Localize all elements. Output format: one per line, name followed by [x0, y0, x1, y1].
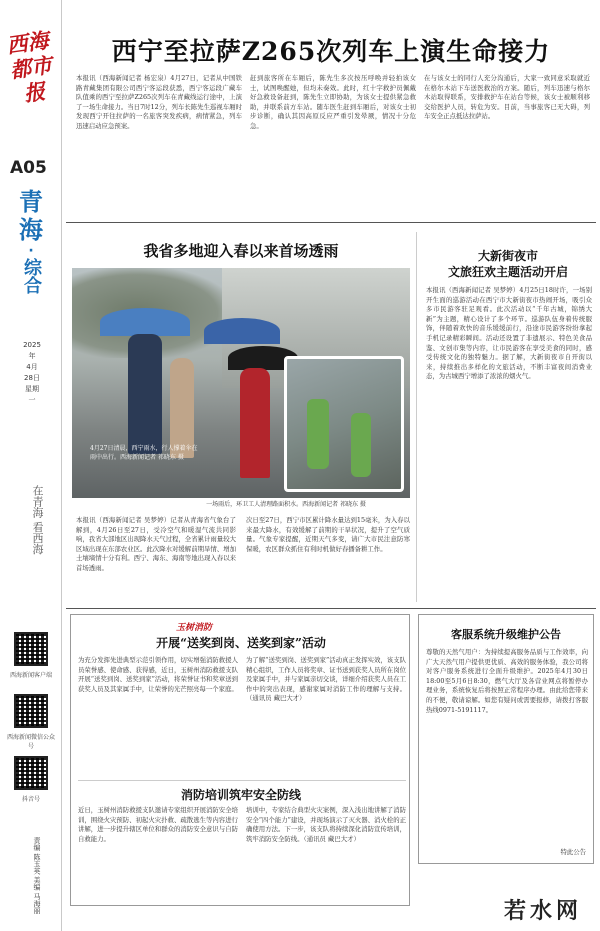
qr-code-wechat[interactable] [14, 694, 48, 728]
lead-col-3: 在与该女士的同行人充分沟通后，大家一致同意采取就近在格尔木站下车送医救治的方案。随后，列车迅速与格尔木站取得联系，安排救护车在站台等候，该女士被顺利移交给医护人员，转危为安。目前，当事旅客已无大碍，列车安全正点抵达拉萨站。 [424, 74, 590, 121]
fire-article-2-col-2: 培训中，专家结合典型火灾案例，深入浅出地讲解了消防安全“四个能力”建设，并现场演示了灭火器、消火栓的正确使用方法。下一步，该支队将持续深化消防宣传培训，筑牢消防安全防线。（通讯员 藏巴大才） [246, 806, 406, 843]
qr-label-wechat: 西海新闻微信公众号 [6, 734, 55, 750]
qr-label-app: 西海新闻客户端 [9, 672, 52, 679]
feature-headline: 我省多地迎入春以来首场透雨 [143, 242, 339, 260]
slogan: 在青海 看西海 [31, 485, 44, 555]
section-char-1: 青 [19, 188, 43, 216]
date-year: 2025年 [23, 341, 41, 360]
editor-credits: 责编 陈玉英 美编 马海丽 [33, 836, 41, 914]
qr-code-douyin[interactable] [14, 756, 48, 790]
section-subtitle: 综合 [21, 258, 42, 294]
feature-col-1: 本报讯（西海新闻记者 吴梦婷）记者从青海省气象台了解到，4月26日至27日，受冷空气和暖湿气流共同影响，我省大部地区出现降水天气过程，全省累计雨量较大区域出现在东部农业区。此次降水对缓解前期旱情、增加土壤墒情十分有利。西宁、海东、海南等地出现入春以来首场透雨。 [76, 516, 236, 572]
qr-code-app[interactable] [14, 632, 48, 666]
checkered-umbrella [204, 318, 280, 344]
notice-body: 尊敬的天然气用户：为持续提高服务品质与工作效率，向广大天然气用户提供更优质、高效的服务体验，我公司将对客户服务系统进行全面升级维护。2025年4月30日18:00至5月6日8:30，燃气大厅及各营业网点将暂停办理业务，系统恢复后将按照正常程序办理。由此给您带来的不便，敬请谅解。如您有疑问或需要报修，请拨打客服热线0971-5191117。 [426, 648, 588, 714]
date-day: 28日 [24, 374, 40, 382]
qr-label-douyin: 抖音号 [21, 796, 40, 803]
issue-date [22, 340, 42, 406]
section-dot: · [28, 243, 34, 259]
blue-umbrella [100, 308, 190, 336]
feature-col-2: 次日至27日，西宁市区累计降水量达到15毫米，为入春以来最大降水，有效缓解了前期的干旱状况，提升了空气质量。气象专家提醒，近期天气多变，请广大市民注意防寒保暖，农区群众抓住有利时机做好春播备耕工作。 [246, 516, 410, 553]
page-main [66, 0, 596, 931]
sanitation-worker-2 [351, 413, 371, 477]
fire-dept-tag: 玉树消防 [176, 623, 213, 633]
night-market-headline-2: 文旅狂欢主题活动开启 [447, 265, 568, 279]
photo-caption-2: 一场雨后，环卫工人清理路面积水。西海新闻记者 祁晓东 摄 [206, 501, 366, 508]
street-cleaning-inset [284, 356, 404, 492]
pedestrian-2 [170, 358, 194, 458]
night-market-headline [422, 248, 594, 280]
pedestrian-3 [240, 368, 270, 478]
logo-text: 西海都市报 [4, 27, 54, 107]
section-title [16, 188, 46, 294]
fire-inner-divider [78, 780, 406, 781]
photo-caption-1: 4月27日清晨，西宁雨水，行人撑着伞在雨中出行。西海新闻记者 祁晓东 摄 [90, 445, 198, 461]
fire-article-1-col-1: 为充分发挥先进典型示范引领作用，切实增强消防救援人员荣誉感、使命感、获得感，近日，玉树州消防救援支队开展“送奖到岗、送奖到家”活动，将荣誉证书和奖章送到获奖人员及其家属手中，让荣誉的光芒照亮每一个家庭。 [78, 656, 238, 693]
sanitation-worker-1 [307, 399, 329, 469]
night-market-body: 本报讯（西海新闻记者 吴梦婷）4月25日18时许，一场别开生面的巡游活动在西宁市大新街夜市热闹开场，吸引众多市民游客驻足观看。此次活动以“千年古城，锦绣大新”为主题，精心设计了多个环节。巡游队伍身着传统服饰，伴随着欢快的音乐缓缓前行，沿途市民游客纷纷拿起手机记录精彩瞬间。活动还设置了非遗展示、特色美食品鉴、文创市集等内容，让市民游客在享受美食的同时，感受传统文化的独特魅力。据了解，大新街夜市自开街以来，持续推出多样化的文旅活动，不断丰富夜间消费业态，为古城西宁增添了浓浓的烟火气。 [426, 286, 592, 381]
section-char-2: 海 [19, 216, 43, 244]
lead-col-2: 赶到旅客所在车厢后，陈先生多次按压呼唤并轻拍该女士，试图唤醒她，但均未奏效。此时，红十字救护员佩戴好急救设备赶到，陈先生立即协助，为该女士提供紧急救助，并联系前方车站。随车医生赶到车厢后，对该女士初步诊断，确认其因高原反应严重引发晕厥，情况十分危急。 [250, 74, 416, 130]
fire-article-1-col-2: 为了解“送奖到岗、送奖到家”活动真正发挥实效，该支队精心组织，工作人员将奖章、证书送到获奖人员所在岗位及家属手中，并与家属亲切交谈，详细介绍获奖人员在工作中的突出表现，感谢家属对消防工作的理解与支持。（通讯员 藏巴大才） [246, 656, 406, 703]
newspaper-logo [4, 27, 54, 150]
notice-signature: 特此公告 [560, 848, 586, 856]
fire-article-2-col-1: 近日，玉树州消防救援支队邀请专家组织开展消防安全培训，围绕火灾预防、初起火灾扑救、疏散逃生等内容进行讲解，进一步提升辖区单位和群众的消防安全意识与自防自救能力。 [78, 806, 238, 843]
lead-divider [66, 222, 596, 223]
date-month: 4月 [26, 363, 38, 371]
notice-headline: 客服系统升级维护公告 [451, 628, 561, 641]
fire-headline-2: 消防培训筑牢安全防线 [180, 788, 301, 802]
masthead-column [0, 0, 62, 931]
night-market-headline-1: 大新街夜市 [477, 249, 538, 263]
page-number: A05 [10, 158, 47, 178]
column-divider [416, 232, 417, 602]
site-watermark: 若水网 [503, 899, 582, 924]
rain-photo [72, 268, 410, 498]
pedestrian-1 [128, 334, 162, 454]
lead-headline: 西宁至拉萨Z265次列车上演生命接力 [111, 37, 551, 66]
fire-headline-1: 开展“送奖到岗、送奖到家”活动 [156, 636, 326, 650]
date-weekday: 星期一 [25, 385, 39, 404]
lower-divider [66, 608, 596, 609]
lead-col-1: 本报讯（西海新闻记者 杨宏泉）4月27日，记者从中国铁路青藏集团有限公司西宁客运段获悉，西宁客运段广藏车队值乘的西宁至拉萨Z265次列车在青藏线运行途中，上演了一场生命接力。当日7时12分，列车长陈先生巡视车厢时发现西宁开往拉萨的一名旅客突发疾病，病情紧急，列车迅速启动应急预案。 [76, 74, 242, 130]
